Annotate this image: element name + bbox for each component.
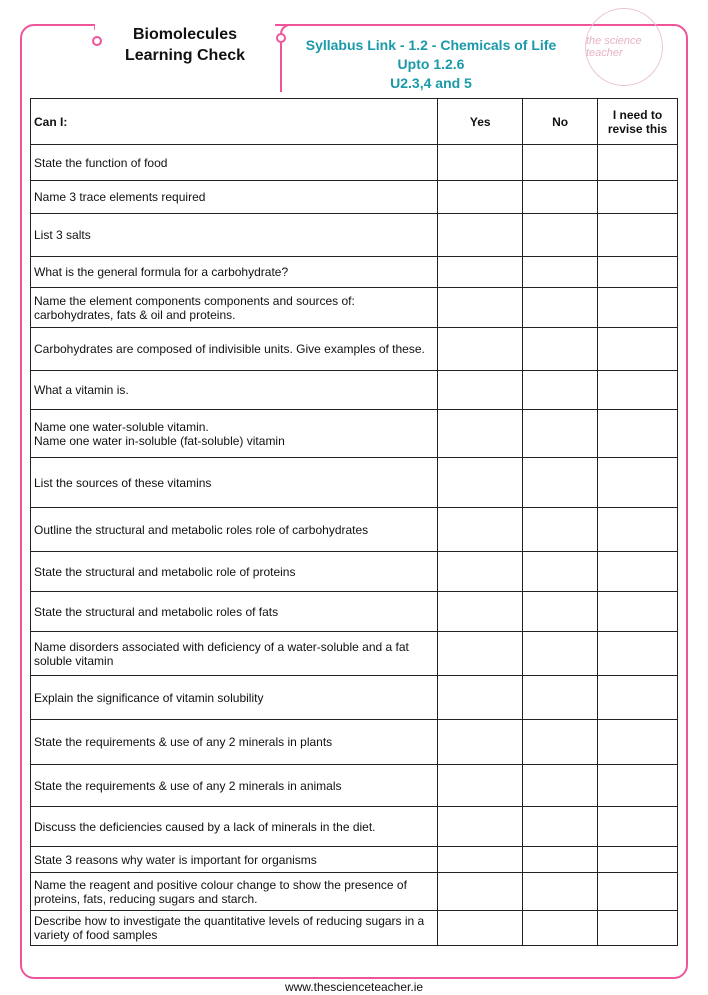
no-checkbox-cell[interactable]: [523, 720, 598, 765]
no-checkbox-cell[interactable]: [523, 181, 598, 214]
no-checkbox-cell[interactable]: [523, 873, 598, 911]
table-row: [31, 508, 678, 552]
question-cell: State the structural and metabolic role of proteins: [31, 552, 438, 592]
revise-checkbox-cell[interactable]: [598, 720, 678, 765]
revise-checkbox-cell[interactable]: [598, 592, 678, 632]
yes-checkbox-cell[interactable]: [438, 328, 523, 371]
header-revise: I need to revise this: [598, 99, 678, 145]
table-row: [31, 552, 678, 592]
table-row: [31, 676, 678, 720]
table-row: [31, 911, 678, 946]
revise-checkbox-cell[interactable]: [598, 676, 678, 720]
no-checkbox-cell[interactable]: [523, 632, 598, 676]
revise-checkbox-cell[interactable]: [598, 410, 678, 458]
table-row: [31, 847, 678, 873]
no-checkbox-cell[interactable]: [523, 847, 598, 873]
yes-checkbox-cell[interactable]: [438, 410, 523, 458]
revise-checkbox-cell[interactable]: [598, 145, 678, 181]
yes-checkbox-cell[interactable]: [438, 257, 523, 288]
revise-checkbox-cell[interactable]: [598, 288, 678, 328]
table-row: [31, 458, 678, 508]
syllabus-link: Syllabus Link - 1.2 - Chemicals of Life Upto 1.2.6 U2.3,4 and 5: [280, 24, 580, 92]
no-checkbox-cell[interactable]: [523, 765, 598, 807]
footer-url: www.thescienceteacher.ie: [284, 980, 424, 994]
no-checkbox-cell[interactable]: [523, 508, 598, 552]
yes-checkbox-cell[interactable]: [438, 720, 523, 765]
table-row: [31, 592, 678, 632]
yes-checkbox-cell[interactable]: [438, 508, 523, 552]
logo: the science teacher: [585, 8, 663, 86]
question-cell: List 3 salts: [31, 214, 438, 257]
learning-check-table: [30, 98, 678, 946]
question-cell: Discuss the deficiencies caused by a lack of minerals in the diet.: [31, 807, 438, 847]
no-checkbox-cell[interactable]: [523, 214, 598, 257]
header-yes: Yes: [438, 99, 523, 145]
question-cell: State the requirements & use of any 2 minerals in animals: [31, 765, 438, 807]
revise-checkbox-cell[interactable]: [598, 632, 678, 676]
table-row: [31, 257, 678, 288]
question-cell: State the requirements & use of any 2 minerals in plants: [31, 720, 438, 765]
revise-checkbox-cell[interactable]: [598, 181, 678, 214]
header-can-i: Can I:: [31, 99, 438, 145]
table-header-row: [31, 99, 678, 145]
no-checkbox-cell[interactable]: [523, 552, 598, 592]
question-cell: Name the element components components and sources of: carbohydrates, fats & oil and proteins.: [31, 288, 438, 328]
no-checkbox-cell[interactable]: [523, 592, 598, 632]
revise-checkbox-cell[interactable]: [598, 257, 678, 288]
yes-checkbox-cell[interactable]: [438, 807, 523, 847]
revise-checkbox-cell[interactable]: [598, 214, 678, 257]
no-checkbox-cell[interactable]: [523, 371, 598, 410]
question-cell: State 3 reasons why water is important for organisms: [31, 847, 438, 873]
yes-checkbox-cell[interactable]: [438, 592, 523, 632]
yes-checkbox-cell[interactable]: [438, 552, 523, 592]
revise-checkbox-cell[interactable]: [598, 873, 678, 911]
question-cell: State the function of food: [31, 145, 438, 181]
table-row: [31, 214, 678, 257]
question-cell: Name one water-soluble vitamin. Name one water in-soluble (fat-soluble) vitamin: [31, 410, 438, 458]
yes-checkbox-cell[interactable]: [438, 632, 523, 676]
revise-checkbox-cell[interactable]: [598, 371, 678, 410]
revise-checkbox-cell[interactable]: [598, 328, 678, 371]
header-no: No: [523, 99, 598, 145]
page-title: Biomolecules Learning Check: [95, 24, 275, 66]
table-row: [31, 288, 678, 328]
yes-checkbox-cell[interactable]: [438, 371, 523, 410]
table-row: [31, 873, 678, 911]
question-cell: What is the general formula for a carbohydrate?: [31, 257, 438, 288]
no-checkbox-cell[interactable]: [523, 458, 598, 508]
no-checkbox-cell[interactable]: [523, 328, 598, 371]
table-row: [31, 632, 678, 676]
question-cell: What a vitamin is.: [31, 371, 438, 410]
revise-checkbox-cell[interactable]: [598, 911, 678, 946]
question-cell: Carbohydrates are composed of indivisible units. Give examples of these.: [31, 328, 438, 371]
no-checkbox-cell[interactable]: [523, 410, 598, 458]
yes-checkbox-cell[interactable]: [438, 214, 523, 257]
question-cell: List the sources of these vitamins: [31, 458, 438, 508]
yes-checkbox-cell[interactable]: [438, 288, 523, 328]
yes-checkbox-cell[interactable]: [438, 847, 523, 873]
question-cell: Name 3 trace elements required: [31, 181, 438, 214]
table-row: [31, 181, 678, 214]
revise-checkbox-cell[interactable]: [598, 552, 678, 592]
yes-checkbox-cell[interactable]: [438, 145, 523, 181]
question-cell: Name the reagent and positive colour change to show the presence of proteins, fats, reducing sugars and starch.: [31, 873, 438, 911]
no-checkbox-cell[interactable]: [523, 807, 598, 847]
yes-checkbox-cell[interactable]: [438, 458, 523, 508]
table-row: [31, 765, 678, 807]
revise-checkbox-cell[interactable]: [598, 458, 678, 508]
question-cell: Describe how to investigate the quantitative levels of reducing sugars in a variety of food samples: [31, 911, 438, 946]
yes-checkbox-cell[interactable]: [438, 676, 523, 720]
yes-checkbox-cell[interactable]: [438, 873, 523, 911]
revise-checkbox-cell[interactable]: [598, 807, 678, 847]
table-row: [31, 371, 678, 410]
no-checkbox-cell[interactable]: [523, 676, 598, 720]
question-cell: Outline the structural and metabolic roles role of carbohydrates: [31, 508, 438, 552]
table-row: [31, 410, 678, 458]
table-row: [31, 328, 678, 371]
no-checkbox-cell[interactable]: [523, 145, 598, 181]
yes-checkbox-cell[interactable]: [438, 181, 523, 214]
revise-checkbox-cell[interactable]: [598, 508, 678, 552]
no-checkbox-cell[interactable]: [523, 257, 598, 288]
title-dot: [92, 36, 102, 46]
table-row: [31, 720, 678, 765]
yes-checkbox-cell[interactable]: [438, 911, 523, 946]
table-row: [31, 807, 678, 847]
question-cell: Explain the significance of vitamin solubility: [31, 676, 438, 720]
yes-checkbox-cell[interactable]: [438, 765, 523, 807]
question-cell: State the structural and metabolic roles of fats: [31, 592, 438, 632]
no-checkbox-cell[interactable]: [523, 911, 598, 946]
table-row: [31, 145, 678, 181]
revise-checkbox-cell[interactable]: [598, 847, 678, 873]
revise-checkbox-cell[interactable]: [598, 765, 678, 807]
question-cell: Name disorders associated with deficiency of a water-soluble and a fat soluble vitamin: [31, 632, 438, 676]
syllabus-dot: [276, 33, 286, 43]
no-checkbox-cell[interactable]: [523, 288, 598, 328]
